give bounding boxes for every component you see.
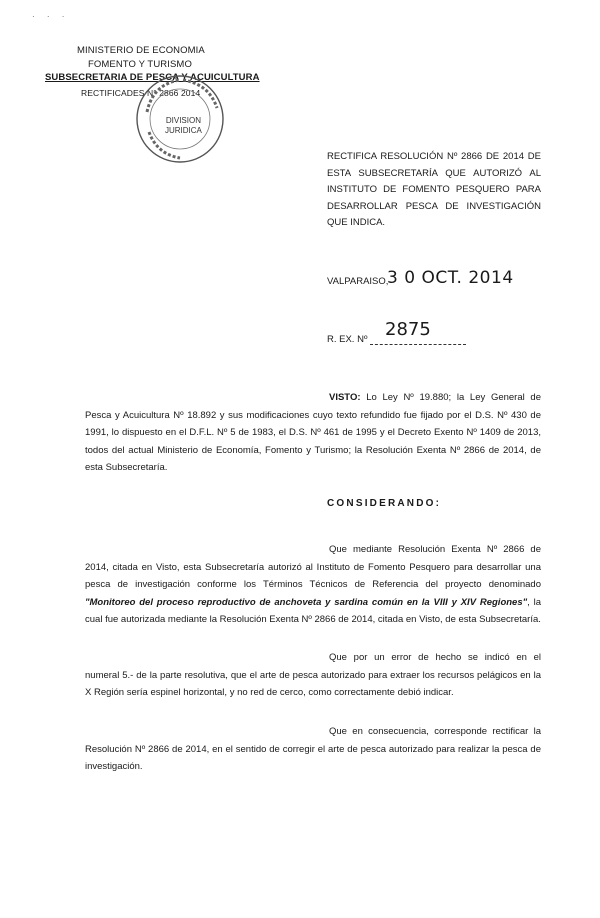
resolution-number: 2875: [385, 319, 431, 340]
issue-date: 3 0 OCT. 2014: [387, 268, 514, 288]
reference-summary: RECTIFICA RESOLUCIÓN Nº 2866 DE 2014 DE ESTA SUBSECRETARÍA QUE AUTORIZÓ AL INSTITUTO DE FOMENTO PESQUERO PARA DESARROLLAR PESCA DE INVESTIGACIÓN QUE INDICA.: [327, 151, 541, 228]
considerando-paragraph-3: [85, 723, 541, 776]
considerando-paragraph-1: [85, 541, 541, 629]
considerando-1-text-b: , la cual fue autorizada mediante la Resolución Exenta Nº 2866 de 2014, citada en Visto, de esta Subsecretaría.: [85, 596, 541, 625]
place-label: VALPARAISO,: [327, 276, 389, 287]
resolution-number-line: [370, 344, 466, 345]
ministry-subtitle: FOMENTO Y TURISMO: [88, 59, 192, 70]
ministry-name: MINISTERIO DE ECONOMIA: [77, 45, 205, 56]
considerando-2-text: Que por un error de hecho se indicó en el numeral 5.- de la parte resolutiva, que el arte de pesca autorizado para extraer los recursos pelágicos en la X Región sería espinel horizontal, y no red de cerco, como correctamente debió indicar.: [85, 652, 541, 698]
considerando-paragraph-2: [85, 649, 541, 702]
rectification-ref: RECTIFICADES N° 2866 2014: [81, 88, 201, 98]
considerando-heading: CONSIDERANDO:: [327, 498, 442, 509]
visto-label: VISTO:: [329, 392, 361, 403]
stamp-line-2: JURIDICA: [165, 126, 202, 135]
stamp-line-1: DIVISION: [165, 116, 201, 125]
visto-paragraph: [85, 389, 541, 477]
resolution-label: R. EX. Nº: [327, 334, 368, 345]
visto-text: Lo Ley Nº 19.880; la Ley General de Pesca y Acuicultura Nº 18.892 y sus modificaciones cuyo texto refundido fue fijado por el D.S. Nº 430 de 1991, lo dispuesto en el D.F.L. Nº 5 de 1983, el D.S. Nº 461 de 1995 y el Decreto Exento Nº 1409 de 2013, todos del actual Ministerio de Economía, Fomento y Turismo; la Resolución Exenta Nº 2866 de 2014, de esta Subsecretaría.: [85, 392, 541, 473]
stamp-label: [165, 116, 202, 136]
project-title: "Monitoreo del proceso reproductivo de anchoveta y sardina común en la VIII y XIV Regiones": [85, 596, 528, 608]
scan-marks: · · ·: [32, 12, 70, 21]
considerando-1-text-a: Que mediante Resolución Exenta Nº 2866 de 2014, citada en Visto, esta Subsecretaría autorizó al Instituto de Fomento Pesquero para desarrollar una pesca de investigación conforme los Términos Técnicos de Referencia del proyecto denominado: [85, 544, 541, 590]
subsecretaria-name: SUBSECRETARIA DE PESCA Y ACUICULTURA: [45, 72, 260, 83]
considerando-3-text: Que en consecuencia, corresponde rectificar la Resolución Nº 2866 de 2014, en el sentido de corregir el arte de pesca autorizado para realizar la pesca de investigación.: [85, 726, 541, 772]
